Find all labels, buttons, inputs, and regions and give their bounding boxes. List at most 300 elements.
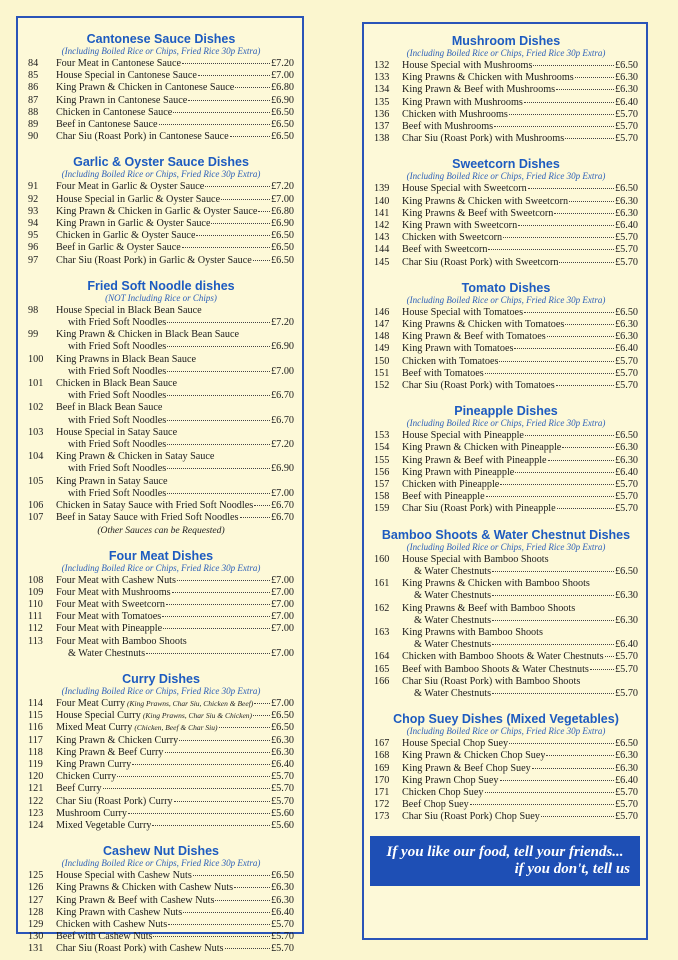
leader-dots bbox=[167, 322, 270, 323]
item-row bbox=[56, 463, 294, 475]
item-number: 130 bbox=[28, 931, 44, 943]
item-row bbox=[56, 587, 294, 599]
menu-item bbox=[28, 870, 294, 882]
item-name: Four Meat in Cantonese Sauce bbox=[56, 58, 182, 69]
item-name: Char Siu (Roast Pork) in Cantonese Sauce bbox=[56, 131, 229, 143]
leader-dots bbox=[546, 755, 614, 756]
leader-dots bbox=[162, 616, 270, 617]
section-gap bbox=[374, 145, 638, 153]
item-number: 138 bbox=[374, 133, 390, 145]
item-row bbox=[402, 208, 638, 220]
leader-dots bbox=[182, 247, 270, 248]
leader-dots bbox=[556, 89, 614, 90]
menu-item bbox=[28, 943, 294, 955]
menu-item bbox=[374, 442, 638, 454]
item-price: £7.00 bbox=[271, 574, 294, 586]
item-number: 97 bbox=[28, 254, 39, 266]
item-number: 152 bbox=[374, 380, 390, 392]
item-price: £6.50 bbox=[615, 430, 638, 442]
item-number: 86 bbox=[28, 82, 39, 94]
item-price: £6.80 bbox=[271, 82, 294, 94]
menu-item bbox=[28, 58, 294, 70]
item-name: House Special in Garlic & Oyster Sauce bbox=[56, 193, 221, 205]
menu-item bbox=[374, 356, 638, 368]
item-name: House Special with Mushrooms bbox=[402, 60, 533, 71]
item-name: King Prawns & Chicken with Bamboo Shoots bbox=[402, 578, 590, 590]
item-row bbox=[56, 722, 294, 734]
item-number: 156 bbox=[374, 466, 390, 478]
item-row bbox=[56, 119, 294, 131]
leader-dots bbox=[565, 324, 614, 325]
item-number: 133 bbox=[374, 72, 390, 84]
item-row bbox=[56, 882, 294, 894]
item-number: 143 bbox=[374, 232, 390, 244]
item-name: King Prawn & Beef with Mushrooms bbox=[402, 84, 556, 96]
menu-item bbox=[374, 664, 638, 676]
leader-dots bbox=[525, 435, 614, 436]
item-row bbox=[402, 590, 638, 602]
menu-item bbox=[28, 255, 294, 267]
item-row bbox=[56, 255, 294, 267]
item-row bbox=[56, 599, 294, 611]
item-number: 153 bbox=[374, 430, 390, 442]
leader-dots bbox=[500, 780, 615, 781]
item-number: 102 bbox=[28, 402, 44, 414]
item-price: £6.30 bbox=[615, 84, 638, 96]
section-title: Mushroom Dishes bbox=[451, 34, 561, 48]
menu-section bbox=[28, 143, 294, 266]
item-number: 122 bbox=[28, 795, 44, 807]
item-number: 147 bbox=[374, 319, 390, 331]
item-number: 158 bbox=[374, 491, 390, 503]
section-title: Curry Dishes bbox=[122, 671, 200, 686]
menu-item bbox=[374, 121, 638, 133]
item-number: 123 bbox=[28, 807, 44, 819]
leader-dots bbox=[153, 936, 270, 937]
section-title: Chop Suey Dishes (Mixed Vegetables) bbox=[393, 712, 619, 727]
item-row bbox=[56, 58, 294, 70]
item-price: £6.30 bbox=[271, 894, 294, 906]
item-number: 135 bbox=[374, 96, 390, 108]
menu-item bbox=[374, 738, 638, 750]
item-name-cont: with Fried Soft Noodles bbox=[68, 414, 167, 426]
item-row bbox=[56, 747, 294, 759]
menu-item bbox=[28, 895, 294, 907]
item-name: King Prawns & Chicken with Tomatoes bbox=[402, 319, 565, 331]
menu-item bbox=[28, 808, 294, 820]
section-subtitle: (Including Boiled Rice or Chips, Fried Rice 30p Extra) bbox=[406, 418, 606, 429]
item-row bbox=[56, 107, 294, 119]
item-row bbox=[402, 763, 638, 775]
leader-dots bbox=[168, 924, 270, 925]
menu-item bbox=[28, 611, 294, 623]
item-name: King Prawn & Chicken with Pineapple bbox=[402, 442, 562, 454]
leader-dots bbox=[254, 703, 270, 704]
leader-dots bbox=[533, 65, 614, 66]
item-number: 88 bbox=[28, 106, 39, 118]
item-number: 112 bbox=[28, 623, 43, 635]
item-name: Char Siu (Roast Pork) with Tomatoes bbox=[402, 380, 555, 392]
item-number: 149 bbox=[374, 343, 390, 355]
item-price: £6.30 bbox=[271, 746, 294, 758]
item-price: £6.30 bbox=[615, 195, 638, 207]
leader-dots bbox=[569, 201, 614, 202]
item-price: £6.90 bbox=[271, 463, 294, 475]
item-name: Beef in Satay Sauce with Fried Soft Noodles bbox=[56, 512, 239, 524]
item-name: King Prawns with Bamboo Shoots bbox=[402, 626, 543, 638]
item-name: Chicken with Pineapple bbox=[402, 479, 500, 491]
menu-item bbox=[374, 455, 638, 467]
menu-item bbox=[374, 183, 638, 195]
leader-dots bbox=[605, 656, 614, 657]
menu-item bbox=[28, 119, 294, 131]
item-price: £7.00 bbox=[271, 193, 294, 205]
section-subtitle: (Including Boiled Rice or Chips, Fried Rice 30p Extra) bbox=[61, 169, 261, 180]
leader-dots bbox=[174, 801, 270, 802]
leader-dots bbox=[221, 199, 270, 200]
menu-item bbox=[28, 107, 294, 119]
item-row bbox=[402, 343, 638, 355]
item-name-cont: with Fried Soft Noodles bbox=[68, 390, 167, 402]
item-price: £6.90 bbox=[271, 94, 294, 106]
item-number: 117 bbox=[28, 734, 43, 746]
item-number: 159 bbox=[374, 503, 390, 515]
item-price: £6.30 bbox=[615, 319, 638, 331]
menu-section bbox=[374, 700, 638, 823]
item-number: 116 bbox=[28, 722, 43, 734]
menu-item bbox=[28, 194, 294, 206]
menu-item bbox=[28, 402, 294, 426]
item-name: King Prawns & Beef with Bamboo Shoots bbox=[402, 602, 576, 614]
leader-dots bbox=[590, 669, 614, 670]
item-row bbox=[402, 356, 638, 368]
item-name: Char Siu (Roast Pork) in Garlic & Oyster Sauce bbox=[56, 254, 252, 266]
item-price: £6.40 bbox=[615, 639, 638, 651]
item-price: £5.70 bbox=[615, 799, 638, 811]
item-list bbox=[374, 554, 638, 700]
item-price: £5.70 bbox=[615, 380, 638, 392]
item-name: Four Meat with Cashew Nuts bbox=[56, 574, 176, 586]
item-detail: (Chicken, Beef & Char Siu) bbox=[134, 723, 218, 733]
leader-dots bbox=[167, 493, 270, 494]
item-number: 84 bbox=[28, 58, 39, 69]
item-price: £5.70 bbox=[615, 811, 638, 823]
item-price: £6.90 bbox=[271, 218, 294, 230]
item-number: 105 bbox=[28, 475, 44, 487]
item-price: £7.20 bbox=[271, 58, 294, 69]
item-list bbox=[374, 307, 638, 392]
item-number: 126 bbox=[28, 882, 44, 894]
item-name: King Prawn & Beef Chop Suey bbox=[402, 762, 531, 774]
item-price: £5.70 bbox=[615, 232, 638, 244]
item-price: £6.30 bbox=[615, 454, 638, 466]
item-number: 90 bbox=[28, 131, 39, 143]
leader-dots bbox=[509, 114, 614, 115]
item-price: £6.50 bbox=[271, 131, 294, 143]
item-price: £5.70 bbox=[271, 771, 294, 783]
item-number: 91 bbox=[28, 181, 39, 193]
section-title: Tomato Dishes bbox=[461, 280, 551, 295]
item-list bbox=[28, 305, 294, 525]
menu-item bbox=[374, 257, 638, 269]
item-row bbox=[402, 651, 638, 663]
section-subtitle: (Including Boiled Rice or Chips, Fried Rice 30p Extra) bbox=[406, 726, 606, 737]
item-name: King Prawn with Sweetcorn bbox=[402, 220, 518, 232]
item-row bbox=[402, 442, 638, 454]
leader-dots bbox=[485, 373, 614, 374]
item-number: 164 bbox=[374, 651, 390, 663]
menu-item bbox=[374, 208, 638, 220]
item-price: £7.00 bbox=[271, 697, 294, 709]
item-price: £6.50 bbox=[271, 106, 294, 118]
item-row bbox=[402, 664, 638, 676]
leader-dots bbox=[524, 102, 614, 103]
leader-dots bbox=[219, 727, 271, 728]
item-name: Beef with Sweetcorn bbox=[402, 244, 488, 256]
item-price: £7.00 bbox=[271, 598, 294, 610]
item-number: 106 bbox=[28, 500, 44, 512]
leader-dots bbox=[575, 77, 614, 78]
leader-dots bbox=[554, 213, 614, 214]
item-price: £5.70 bbox=[615, 244, 638, 256]
item-number: 125 bbox=[28, 870, 44, 882]
item-row bbox=[402, 775, 638, 787]
item-name: Char Siu (Roast Pork) with Mushrooms bbox=[402, 133, 565, 145]
leader-dots bbox=[152, 825, 270, 826]
item-number: 144 bbox=[374, 244, 390, 256]
item-list bbox=[374, 738, 638, 823]
item-price: £6.50 bbox=[271, 710, 294, 722]
item-row bbox=[402, 72, 638, 84]
item-name: House Special Curry bbox=[56, 710, 141, 722]
item-name-cont: with Fried Soft Noodles bbox=[68, 439, 167, 451]
section-gap bbox=[28, 537, 294, 545]
item-number: 107 bbox=[28, 512, 44, 524]
item-row bbox=[402, 455, 638, 467]
leader-dots bbox=[528, 188, 614, 189]
item-price: £5.70 bbox=[615, 108, 638, 120]
item-list bbox=[28, 181, 294, 266]
menu-section bbox=[28, 32, 294, 143]
leader-dots bbox=[196, 235, 270, 236]
leader-dots bbox=[492, 644, 614, 645]
item-row bbox=[402, 750, 638, 762]
item-row bbox=[56, 512, 294, 524]
leader-dots bbox=[557, 508, 614, 509]
menu-item bbox=[28, 759, 294, 771]
menu-item bbox=[374, 578, 638, 602]
item-name: King Prawn & Chicken Curry bbox=[56, 734, 179, 746]
item-row bbox=[402, 121, 638, 133]
menu-item bbox=[374, 60, 638, 72]
item-price: £7.00 bbox=[271, 487, 294, 499]
item-row bbox=[56, 500, 294, 512]
item-name: King Prawn in Cantonese Sauce bbox=[56, 94, 188, 106]
item-name: Beef with Mushrooms bbox=[402, 121, 494, 133]
leader-dots bbox=[500, 484, 614, 485]
item-name-cont: & Water Chestnuts bbox=[414, 639, 492, 651]
item-name: Beef in Garlic & Oyster Sauce bbox=[56, 242, 181, 254]
item-row bbox=[56, 488, 294, 500]
item-name: King Prawns in Black Bean Sauce bbox=[56, 353, 197, 365]
section-gap bbox=[28, 267, 294, 275]
item-number: 160 bbox=[374, 553, 390, 565]
item-name: Chicken Curry bbox=[56, 771, 117, 783]
leader-dots bbox=[103, 788, 271, 789]
section-subtitle: (Including Boiled Rice or Chips, Fried Rice 30p Extra) bbox=[61, 562, 261, 573]
menu-item bbox=[374, 319, 638, 331]
item-number: 172 bbox=[374, 799, 390, 811]
item-row bbox=[402, 109, 638, 121]
item-name-cont: & Water Chestnuts bbox=[414, 565, 492, 577]
item-number: 100 bbox=[28, 353, 44, 365]
leader-dots bbox=[167, 346, 270, 347]
leader-dots bbox=[562, 447, 614, 448]
item-price: £6.40 bbox=[271, 758, 294, 770]
menu-item bbox=[374, 307, 638, 319]
leader-dots bbox=[230, 136, 270, 137]
menu-item bbox=[374, 84, 638, 96]
item-number: 94 bbox=[28, 218, 39, 230]
item-row bbox=[402, 319, 638, 331]
item-price: £7.20 bbox=[271, 181, 294, 193]
leader-dots bbox=[215, 900, 270, 901]
item-number: 131 bbox=[28, 943, 44, 955]
item-row bbox=[402, 615, 638, 627]
section-subtitle: (Including Boiled Rice or Chips, Fried Rice 30p Extra) bbox=[61, 858, 261, 869]
item-row bbox=[402, 811, 638, 823]
item-price: £5.70 bbox=[271, 943, 294, 955]
leader-dots bbox=[182, 63, 270, 64]
menu-section bbox=[28, 267, 294, 537]
item-number: 99 bbox=[28, 329, 39, 341]
item-price: £6.50 bbox=[615, 183, 638, 195]
item-name: Char Siu (Roast Pork) with Sweetcorn bbox=[402, 256, 559, 268]
item-number: 115 bbox=[28, 710, 43, 722]
menu-item bbox=[28, 636, 294, 660]
item-name: King Prawn & Chicken in Black Bean Sauce bbox=[56, 329, 240, 341]
item-row bbox=[56, 390, 294, 402]
item-price: £7.00 bbox=[271, 70, 294, 82]
item-row bbox=[56, 317, 294, 329]
item-row bbox=[56, 808, 294, 820]
item-name: King Prawns & Chicken with Mushrooms bbox=[402, 72, 574, 84]
item-name: Chicken with Cashew Nuts bbox=[56, 918, 168, 930]
item-name: Char Siu (Roast Pork) Chop Suey bbox=[402, 811, 540, 823]
item-number: 134 bbox=[374, 84, 390, 96]
item-name: Four Meat with Pineapple bbox=[56, 623, 163, 635]
leader-dots bbox=[499, 361, 614, 362]
menu-item bbox=[374, 109, 638, 121]
item-number: 121 bbox=[28, 783, 44, 795]
item-name: King Prawn Curry bbox=[56, 758, 132, 770]
menu-item bbox=[374, 467, 638, 479]
menu-item bbox=[28, 599, 294, 611]
menu-item bbox=[28, 796, 294, 808]
section-gap bbox=[28, 143, 294, 151]
item-price: £6.30 bbox=[615, 762, 638, 774]
item-price: £6.40 bbox=[271, 906, 294, 918]
item-price: £5.70 bbox=[615, 687, 638, 699]
item-price: £6.50 bbox=[271, 230, 294, 242]
item-number: 109 bbox=[28, 586, 44, 598]
item-name: Mixed Vegetable Curry bbox=[56, 819, 152, 831]
menu-item bbox=[28, 206, 294, 218]
menu-item bbox=[28, 722, 294, 734]
item-row bbox=[402, 307, 638, 319]
item-name: Beef in Cantonese Sauce bbox=[56, 119, 158, 131]
item-price: £5.70 bbox=[615, 256, 638, 268]
menu-item bbox=[374, 799, 638, 811]
item-name: House Special in Satay Sauce bbox=[56, 426, 178, 438]
leader-dots bbox=[470, 804, 614, 805]
menu-item bbox=[28, 329, 294, 353]
item-price: £6.40 bbox=[615, 466, 638, 478]
item-price: £5.70 bbox=[615, 663, 638, 675]
section-title: Fried Soft Noodle dishes bbox=[87, 278, 235, 293]
item-number: 101 bbox=[28, 378, 44, 390]
section-title: Four Meat Dishes bbox=[108, 548, 214, 563]
menu-item bbox=[374, 651, 638, 663]
item-row bbox=[56, 82, 294, 94]
item-number: 142 bbox=[374, 220, 390, 232]
item-row bbox=[402, 566, 638, 578]
menu-item bbox=[28, 218, 294, 230]
item-number: 92 bbox=[28, 193, 39, 205]
item-list bbox=[374, 60, 638, 145]
item-row bbox=[402, 787, 638, 799]
item-name: Beef Curry bbox=[56, 783, 102, 795]
menu-item bbox=[28, 305, 294, 329]
item-name-cont: with Fried Soft Noodles bbox=[68, 317, 167, 329]
item-row bbox=[56, 206, 294, 218]
item-name: Chicken in Satay Sauce with Fried Soft Noodles bbox=[56, 500, 254, 512]
section-subtitle: (Including Boiled Rice or Chips, Fried Rice 30p Extra) bbox=[406, 48, 606, 58]
item-name: Four Meat with Tomatoes bbox=[56, 611, 162, 623]
menu-item bbox=[28, 575, 294, 587]
item-number: 110 bbox=[28, 598, 43, 610]
item-number: 170 bbox=[374, 774, 390, 786]
leader-dots bbox=[509, 743, 614, 744]
leader-dots bbox=[559, 262, 614, 263]
item-number: 119 bbox=[28, 758, 43, 770]
item-number: 163 bbox=[374, 626, 390, 638]
item-price: £5.70 bbox=[615, 786, 638, 798]
item-price: £7.00 bbox=[271, 647, 294, 659]
item-price: £7.00 bbox=[271, 623, 294, 635]
leader-dots bbox=[167, 395, 270, 396]
leader-dots bbox=[524, 312, 614, 313]
item-number: 118 bbox=[28, 746, 43, 758]
item-name: King Prawn & Beef with Pineapple bbox=[402, 454, 547, 466]
menu-item bbox=[374, 430, 638, 442]
menu-item bbox=[28, 771, 294, 783]
item-name: Beef with Pineapple bbox=[402, 491, 485, 503]
menu-section bbox=[28, 832, 294, 955]
leader-dots bbox=[173, 112, 270, 113]
menu-item bbox=[28, 131, 294, 143]
item-price: £6.30 bbox=[615, 590, 638, 602]
item-name: Chicken in Cantonese Sauce bbox=[56, 106, 173, 118]
menu-item bbox=[374, 244, 638, 256]
item-row bbox=[56, 95, 294, 107]
item-name: Beef in Black Bean Sauce bbox=[56, 402, 163, 414]
item-number: 165 bbox=[374, 663, 390, 675]
item-row bbox=[402, 688, 638, 700]
item-name: King Prawn & Chicken in Cantonese Sauce bbox=[56, 82, 235, 94]
leader-dots bbox=[198, 75, 270, 76]
menu-item bbox=[28, 230, 294, 242]
